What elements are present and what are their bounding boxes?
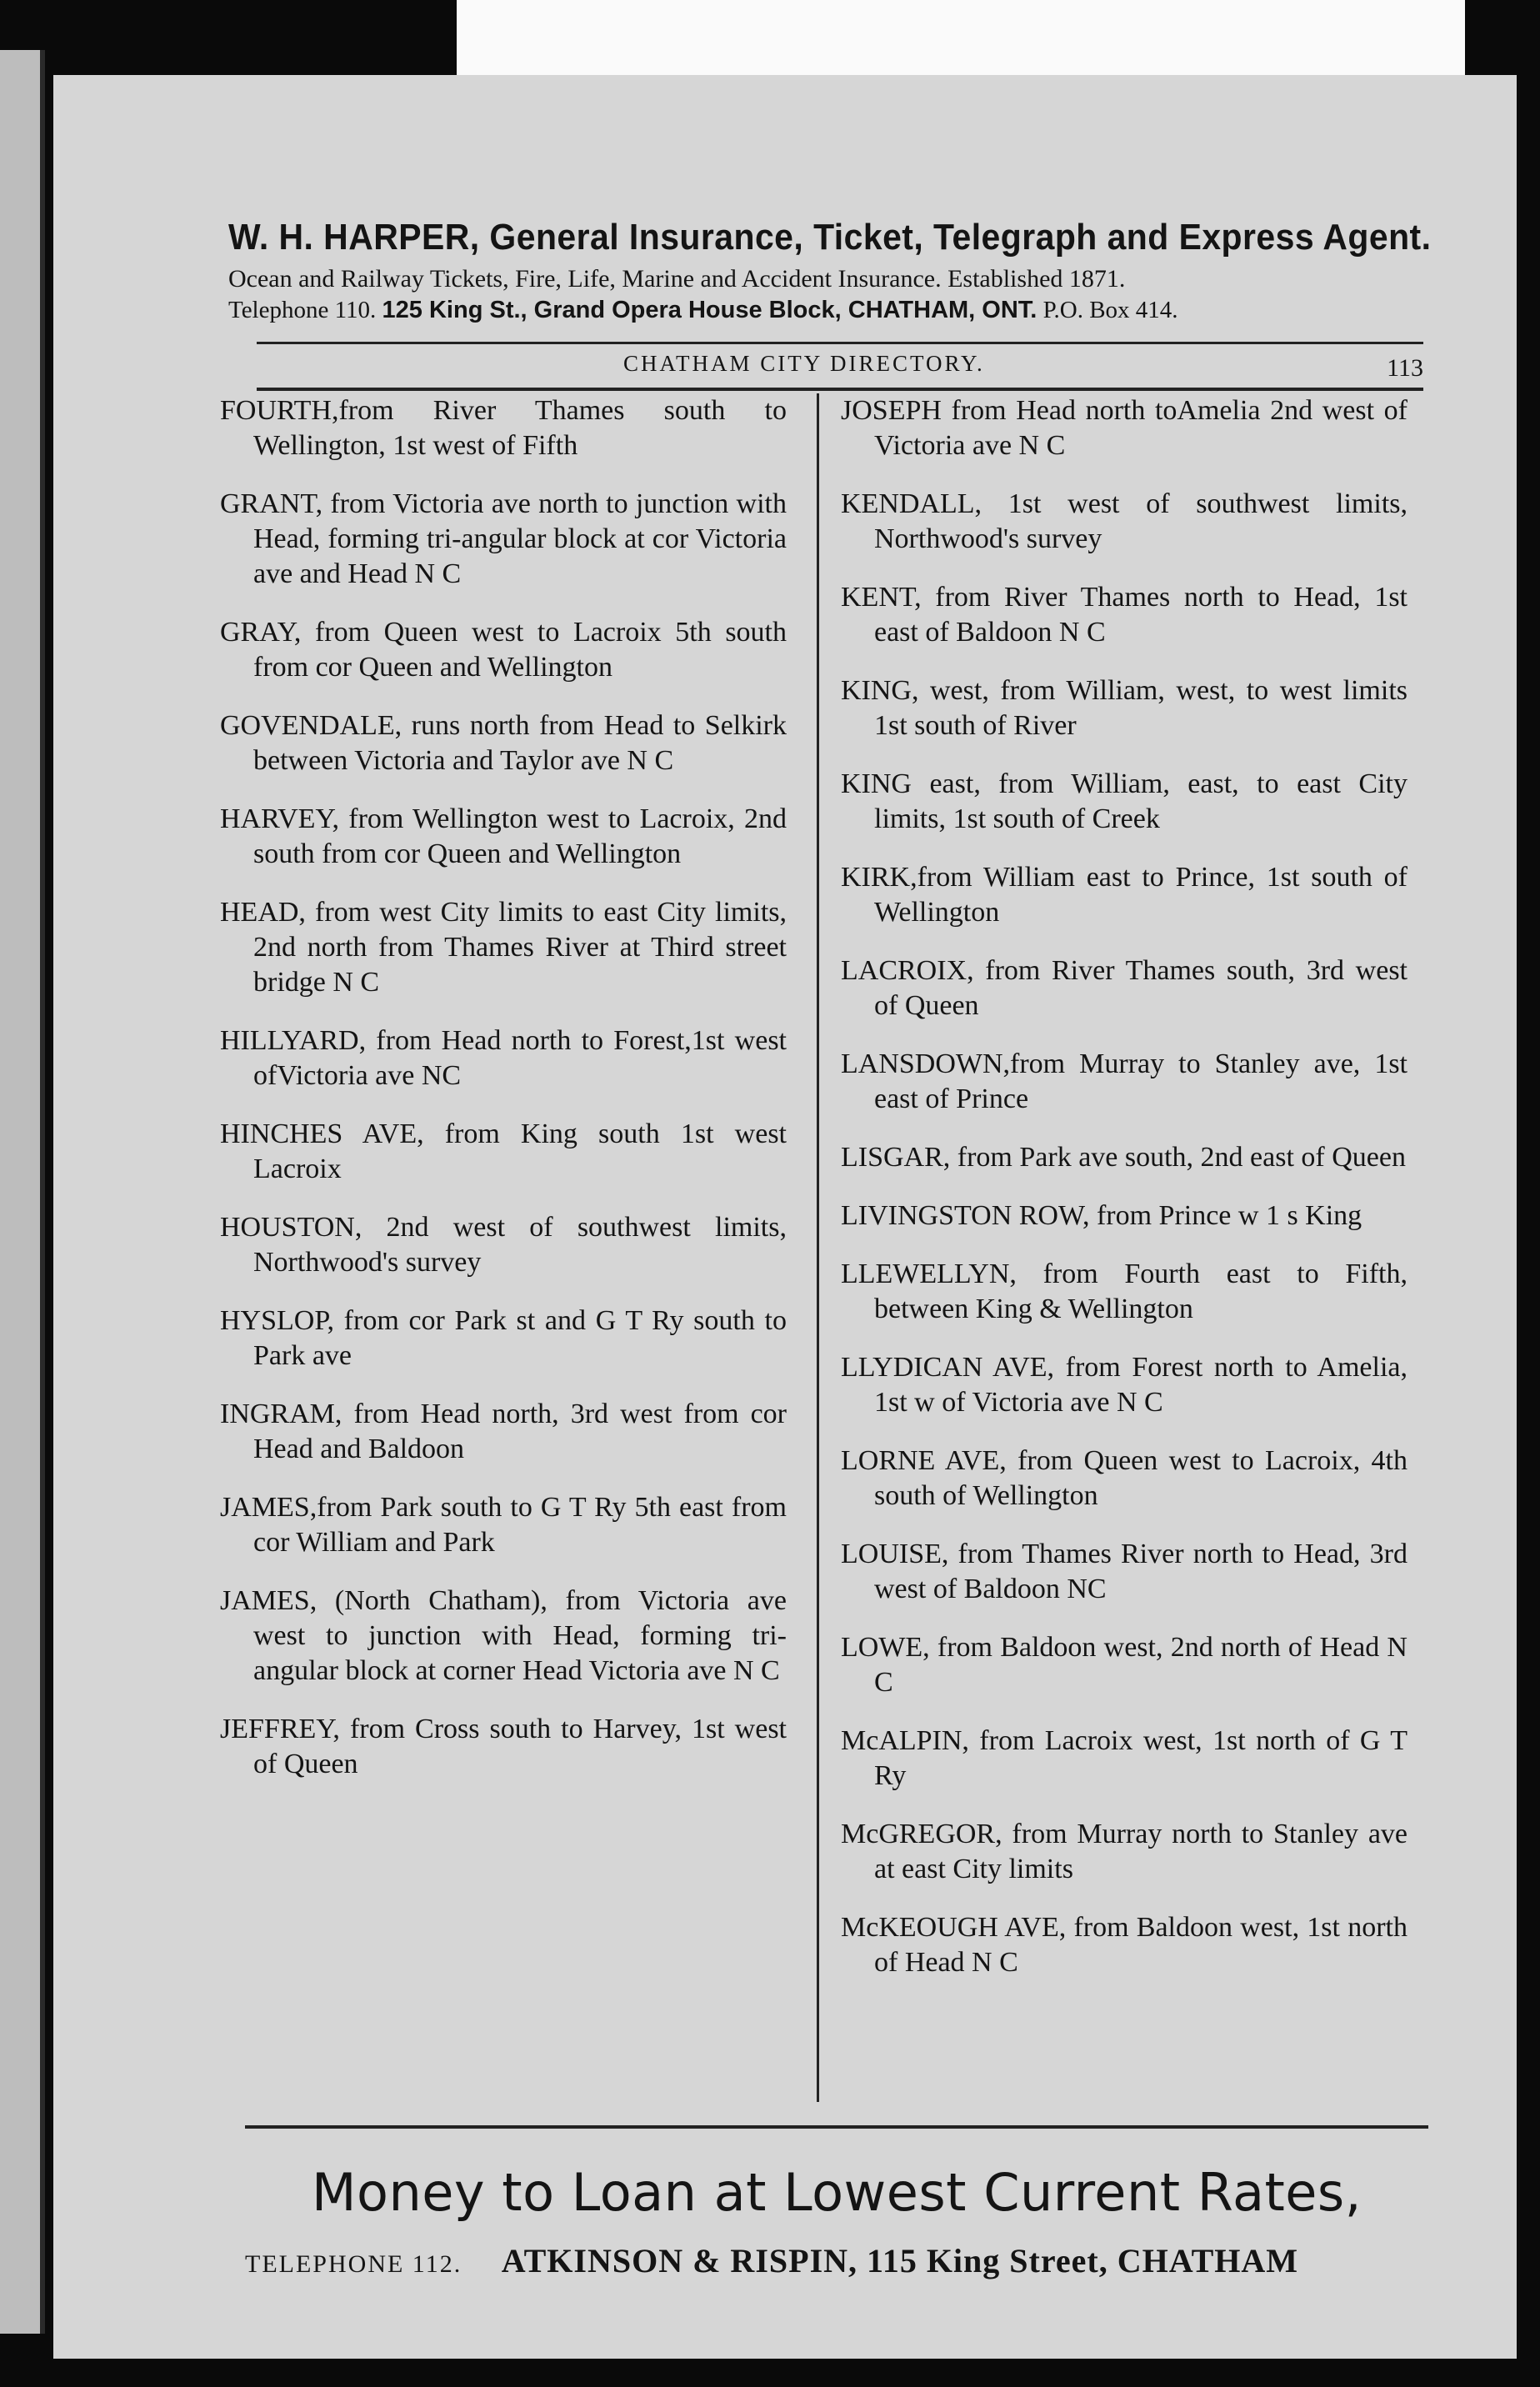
street-entry: McALPIN, from Lacroix west, 1st north of G T Ry bbox=[841, 1725, 1408, 1791]
street-entry: LOUISE, from Thames River north to Head, 3rd west of Baldoon NC bbox=[841, 1539, 1408, 1604]
footer-contact bbox=[245, 2241, 1428, 2280]
footer-firm: ATKINSON & RISPIN, 115 King Street, CHATHAM bbox=[501, 2242, 1299, 2279]
right-column bbox=[841, 393, 1408, 2004]
advertisement-header bbox=[228, 217, 1432, 324]
street-entry: FOURTH,from River Thames south to Wellington, 1st west of Fifth bbox=[220, 395, 787, 461]
footer-telephone: TELEPHONE 112. bbox=[245, 2250, 462, 2278]
directory-page bbox=[53, 75, 1517, 2359]
header-contact bbox=[228, 297, 1428, 324]
header-services: Ocean and Railway Tickets, Fire, Life, Marine and Accident Insurance. Established 1871. bbox=[228, 265, 1126, 293]
street-entry: JOSEPH from Head north toAmelia 2nd west of Victoria ave N C bbox=[841, 395, 1408, 461]
street-entry: GRAY, from Queen west to Lacroix 5th south from cor Queen and Wellington bbox=[220, 617, 787, 683]
street-entry: LISGAR, from Park ave south, 2nd east of Queen bbox=[841, 1142, 1406, 1173]
advertisement-footer bbox=[245, 2125, 1428, 2280]
street-entry: LIVINGSTON ROW, from Prince w 1 s King bbox=[841, 1200, 1362, 1231]
street-entry: HYSLOP, from cor Park st and G T Ry south to Park ave bbox=[220, 1305, 787, 1371]
street-entry: LOWE, from Baldoon west, 2nd north of Head N C bbox=[841, 1632, 1408, 1698]
left-column bbox=[220, 393, 787, 1805]
street-entry: LLEWELLYN, from Fourth east to Fifth, between King & Wellington bbox=[841, 1259, 1408, 1324]
street-entry: HARVEY, from Wellington west to Lacroix, 2nd south from cor Queen and Wellington bbox=[220, 803, 787, 869]
street-entry: HILLYARD, from Head north to Forest,1st west ofVictoria ave NC bbox=[220, 1025, 787, 1091]
street-entry: KIRK,from William east to Prince, 1st south of Wellington bbox=[841, 862, 1408, 928]
street-entry: McGREGOR, from Murray north to Stanley ave at east City limits bbox=[841, 1819, 1408, 1884]
header-telephone: Telephone 110. bbox=[228, 297, 377, 323]
street-entry: INGRAM, from Head north, 3rd west from cor Head and Baldoon bbox=[220, 1399, 787, 1464]
street-entry: JAMES, (North Chatham), from Victoria ave west to junction with Head, forming tri-angular block at corner Head Victoria ave N C bbox=[220, 1585, 787, 1686]
footer-slogan: Money to Loan at Lowest Current Rates, bbox=[312, 2162, 1362, 2223]
street-entry: HEAD, from west City limits to east City limits, 2nd north from Thames River at Third street bridge N C bbox=[220, 897, 787, 998]
facing-page-edge bbox=[0, 50, 45, 2334]
street-entry: LACROIX, from River Thames south, 3rd west of Queen bbox=[841, 955, 1408, 1021]
street-entry: KENDALL, 1st west of southwest limits, Northwood's survey bbox=[841, 488, 1408, 554]
scan-label-strip bbox=[457, 0, 1465, 77]
street-entry: HOUSTON, 2nd west of southwest limits, Northwood's survey bbox=[220, 1212, 787, 1278]
running-head bbox=[257, 342, 1423, 391]
header-address: 125 King St., Grand Opera House Block, CHATHAM, ONT. bbox=[382, 297, 1038, 323]
column-divider bbox=[817, 393, 819, 2102]
street-entry: LANSDOWN,from Murray to Stanley ave, 1st east of Prince bbox=[841, 1048, 1408, 1114]
street-entry: GOVENDALE, runs north from Head to Selkirk between Victoria and Taylor ave N C bbox=[220, 710, 787, 776]
street-entry: KING, west, from William, west, to west limits 1st south of River bbox=[841, 675, 1408, 741]
street-entry: GRANT, from Victoria ave north to junction with Head, forming tri-angular block at cor Victoria ave and Head N C bbox=[220, 488, 787, 589]
header-title: W. H. HARPER, General Insurance, Ticket, Telegraph and Express Agent. bbox=[228, 217, 1432, 258]
street-entry: LLYDICAN AVE, from Forest north to Amelia, 1st w of Victoria ave N C bbox=[841, 1352, 1408, 1418]
street-entry: McKEOUGH AVE, from Baldoon west, 1st north of Head N C bbox=[841, 1912, 1408, 1978]
running-title: CHATHAM CITY DIRECTORY. bbox=[623, 351, 985, 376]
street-entry: JEFFREY, from Cross south to Harvey, 1st west of Queen bbox=[220, 1714, 787, 1779]
street-entry: KENT, from River Thames north to Head, 1st east of Baldoon N C bbox=[841, 582, 1408, 648]
street-entry: KING east, from William, east, to east City limits, 1st south of Creek bbox=[841, 768, 1408, 834]
street-listing bbox=[220, 393, 1437, 2127]
header-po-box: P.O. Box 414. bbox=[1042, 297, 1178, 323]
street-entry: LORNE AVE, from Queen west to Lacroix, 4th south of Wellington bbox=[841, 1445, 1408, 1511]
street-entry: JAMES,from Park south to G T Ry 5th east from cor William and Park bbox=[220, 1492, 787, 1558]
street-entry: HINCHES AVE, from King south 1st west Lacroix bbox=[220, 1118, 787, 1184]
page-number: 113 bbox=[1387, 354, 1423, 382]
